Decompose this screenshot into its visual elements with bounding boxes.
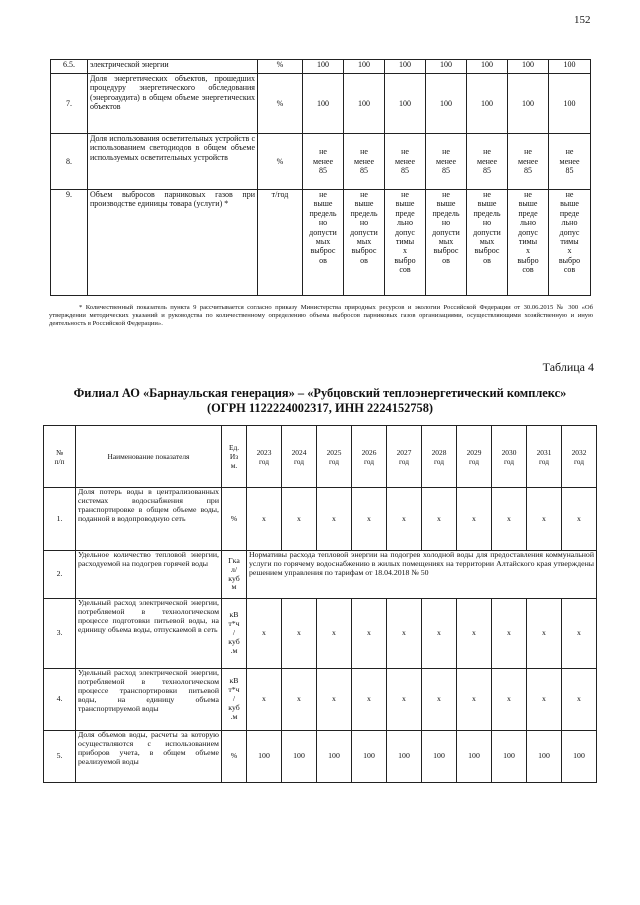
unit-cell: % xyxy=(258,60,303,74)
value-cell: не менее 85 xyxy=(303,134,344,190)
header-year: 2032 год xyxy=(562,426,597,488)
value-cell: не выше предель но допусти мых выброс ов xyxy=(467,190,508,296)
indicator-name: электрической энергии xyxy=(88,60,258,74)
header-year: 2025 год xyxy=(317,426,352,488)
row-number: 3. xyxy=(44,599,76,669)
header-num: № п/п xyxy=(44,426,76,488)
row-number: 2. xyxy=(44,551,76,599)
value-cell: х xyxy=(562,488,597,551)
value-cell: х xyxy=(457,599,492,669)
table-row xyxy=(44,488,597,551)
value-cell: х xyxy=(457,669,492,731)
page-number: 152 xyxy=(574,14,591,26)
value-cell: х xyxy=(317,669,352,731)
value-cell: х xyxy=(247,488,282,551)
value-cell: не выше преде льно допус тимы х выбро сов xyxy=(549,190,591,296)
indicator-name: Удельный расход электрической энергии, потребляемой в технологическом процессе подготовки питьевой воды, на единицу объема воды, отпускаемой в сеть xyxy=(76,599,222,669)
value-cell: не менее 85 xyxy=(385,134,426,190)
header-year: 2026 год xyxy=(352,426,387,488)
value-cell: не менее 85 xyxy=(467,134,508,190)
value-cell: х xyxy=(317,599,352,669)
row-number: 1. xyxy=(44,488,76,551)
value-cell: х xyxy=(282,488,317,551)
value-cell: 100 xyxy=(303,74,344,134)
value-cell: х xyxy=(352,599,387,669)
value-cell: х xyxy=(422,599,457,669)
value-cell: х xyxy=(352,488,387,551)
value-cell: 100 xyxy=(344,74,385,134)
unit-cell: % xyxy=(222,488,247,551)
indicator-name: Доля энергетических объектов, прошедших процедуру энергетического обследования (энергоаудита) в общем объеме энергетических объектов xyxy=(88,74,258,134)
table-4 xyxy=(43,425,597,783)
table-row xyxy=(44,551,597,599)
header-year: 2029 год xyxy=(457,426,492,488)
value-cell: не менее 85 xyxy=(426,134,467,190)
value-cell: х xyxy=(282,599,317,669)
header-year: 2031 год xyxy=(527,426,562,488)
value-cell: 100 xyxy=(492,731,527,783)
header-unit: Ед. Из м. xyxy=(222,426,247,488)
unit-cell: т/год xyxy=(258,190,303,296)
row-number: 4. xyxy=(44,669,76,731)
value-cell: 100 xyxy=(426,60,467,74)
heading-line-1: Филиал АО «Барнаульская генерация» – «Рубцовский теплоэнергетический комплекс» xyxy=(73,386,567,400)
value-cell: х xyxy=(317,488,352,551)
row-number: 8. xyxy=(51,134,88,190)
value-cell: 100 xyxy=(385,74,426,134)
value-cell: не менее 85 xyxy=(508,134,549,190)
value-cell: х xyxy=(562,669,597,731)
value-cell: 100 xyxy=(352,731,387,783)
header-year: 2030 год xyxy=(492,426,527,488)
row-number: 6.5. xyxy=(51,60,88,74)
value-cell: 100 xyxy=(457,731,492,783)
value-cell: 100 xyxy=(387,731,422,783)
value-cell: х xyxy=(492,488,527,551)
unit-cell: кВ т*ч / куб .м xyxy=(222,669,247,731)
previous-table xyxy=(50,59,591,296)
value-cell: 100 xyxy=(247,731,282,783)
value-cell: х xyxy=(422,488,457,551)
value-cell: 100 xyxy=(303,60,344,74)
value-cell: 100 xyxy=(527,731,562,783)
table-row xyxy=(44,669,597,731)
indicator-name: Удельный расход электрической энергии, потребляемой в технологическом процессе транспортировки питьевой воды, на единицу объема транспортируемой воды xyxy=(76,669,222,731)
value-cell: 100 xyxy=(562,731,597,783)
value-cell: х xyxy=(422,669,457,731)
value-cell: 100 xyxy=(549,74,591,134)
value-cell: не выше предель но допусти мых выброс ов xyxy=(426,190,467,296)
row-number: 7. xyxy=(51,74,88,134)
indicator-name: Удельное количество тепловой энергии, расходуемой на подогрев горячей воды xyxy=(76,551,222,599)
table-row xyxy=(51,74,591,134)
value-cell: х xyxy=(352,669,387,731)
indicator-name: Объем выбросов парниковых газов при производстве единицы товара (услуги) * xyxy=(88,190,258,296)
merged-note-cell: Нормативы расхода тепловой энергии на подогрев холодной воды для предоставления коммунальной услуги по горячему водоснабжению в жилых помещениях на территории Алтайского края утверждены решением управления по тарифам от 18.04.2018 № 50 xyxy=(247,551,597,599)
header-year: 2028 год xyxy=(422,426,457,488)
value-cell: не выше предель но допусти мых выброс ов xyxy=(344,190,385,296)
indicator-name: Доля объемов воды, расчеты за которую осуществляются с использованием приборов учета, в общем объеме реализуемой воды xyxy=(76,731,222,783)
value-cell: х xyxy=(387,488,422,551)
row-number: 5. xyxy=(44,731,76,783)
unit-cell: кВ т*ч / куб .м xyxy=(222,599,247,669)
value-cell: х xyxy=(387,599,422,669)
table-row xyxy=(51,60,591,74)
table-row xyxy=(51,134,591,190)
unit-cell: % xyxy=(258,74,303,134)
row-number: 9. xyxy=(51,190,88,296)
value-cell: не выше преде льно допус тимы х выбро сов xyxy=(385,190,426,296)
value-cell: не менее 85 xyxy=(344,134,385,190)
value-cell: х xyxy=(457,488,492,551)
header-name: Наименование показателя xyxy=(76,426,222,488)
value-cell: х xyxy=(282,669,317,731)
header-year: 2024 год xyxy=(282,426,317,488)
value-cell: х xyxy=(527,488,562,551)
value-cell: 100 xyxy=(508,74,549,134)
value-cell: 100 xyxy=(282,731,317,783)
value-cell: х xyxy=(527,599,562,669)
footnote: * Количественный показатель пункта 9 рассчитывается согласно приказу Министерства природных ресурсов и экологии Российской Федерации от 30.06.2015 № 300 «Об утверждении методических указаний и руководства по количественному определению объема выбросов парниковых газов организациями, осуществляющими хозяйственную и иную деятельность в Российской Федерации». xyxy=(49,304,593,327)
value-cell: х xyxy=(492,599,527,669)
unit-cell: % xyxy=(258,134,303,190)
table-row xyxy=(51,190,591,296)
table-label: Таблица 4 xyxy=(542,360,594,374)
heading-line-2: (ОГРН 1122224002317, ИНН 2224152758) xyxy=(206,401,434,415)
value-cell: 100 xyxy=(549,60,591,74)
value-cell: 100 xyxy=(344,60,385,74)
unit-cell: Гка л/ куб м xyxy=(222,551,247,599)
header-year: 2027 год xyxy=(387,426,422,488)
indicator-name: Доля потерь воды в централизованных системах водоснабжения при транспортировке в общем объеме воды, поданной в водопроводную сеть xyxy=(76,488,222,551)
table-row xyxy=(44,599,597,669)
value-cell: 100 xyxy=(467,60,508,74)
value-cell: х xyxy=(492,669,527,731)
table-heading xyxy=(40,386,600,416)
value-cell: не менее 85 xyxy=(549,134,591,190)
value-cell: х xyxy=(387,669,422,731)
value-cell: х xyxy=(562,599,597,669)
value-cell: 100 xyxy=(426,74,467,134)
table-row xyxy=(44,731,597,783)
value-cell: 100 xyxy=(422,731,457,783)
value-cell: х xyxy=(527,669,562,731)
indicator-name: Доля использования осветительных устройств с использованием светодиодов в общем объеме используемых осветительных устройств xyxy=(88,134,258,190)
header-year: 2023 год xyxy=(247,426,282,488)
value-cell: 100 xyxy=(467,74,508,134)
value-cell: не выше предель но допусти мых выброс ов xyxy=(303,190,344,296)
value-cell: не выше преде льно допус тимы х выбро сов xyxy=(508,190,549,296)
value-cell: 100 xyxy=(317,731,352,783)
value-cell: х xyxy=(247,599,282,669)
value-cell: 100 xyxy=(385,60,426,74)
value-cell: х xyxy=(247,669,282,731)
value-cell: 100 xyxy=(508,60,549,74)
table-4-header-row xyxy=(44,426,597,488)
unit-cell: % xyxy=(222,731,247,783)
